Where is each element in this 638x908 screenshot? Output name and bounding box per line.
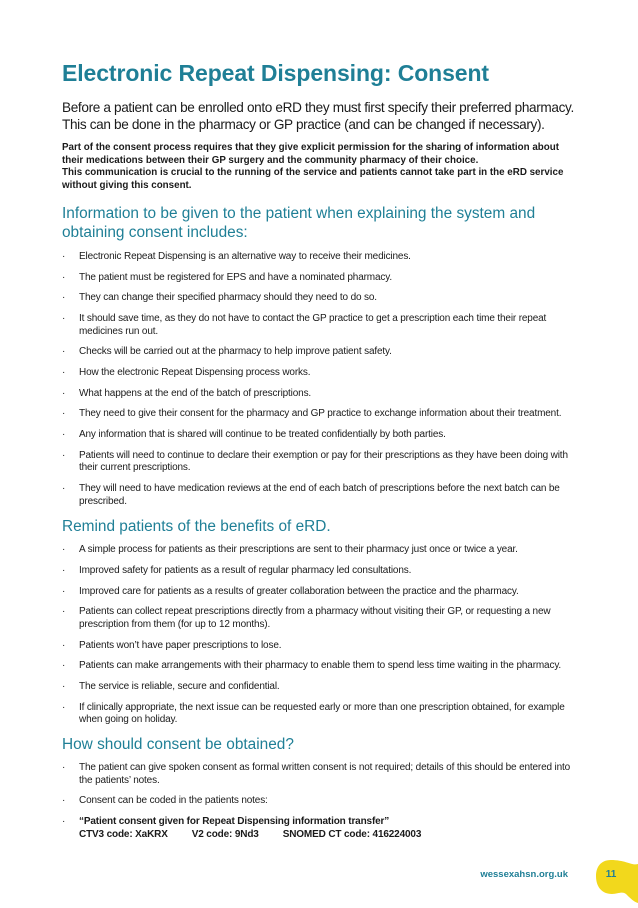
list-item-text: What happens at the end of the batch of prescriptions. bbox=[79, 387, 312, 399]
list-item-text: If clinically appropriate, the next issue can be requested early or more than one prescription obtained, for example when going on holiday. bbox=[79, 701, 565, 726]
list-item bbox=[62, 313, 578, 338]
bullet-dot: · bbox=[62, 815, 66, 827]
v2-code: V2 code: 9Nd3 bbox=[191, 828, 259, 840]
list-item-text: Patients will need to continue to declare their exemption or pay for their prescriptions as they have been doing with their current prescriptions. bbox=[79, 449, 568, 474]
intro-paragraph: Before a patient can be enrolled onto eRD they must first specify their preferred pharmacy. This can be done in the pharmacy or GP practice (and can be changed if necessary). bbox=[62, 100, 574, 132]
list-item bbox=[62, 795, 578, 808]
list-item-text: Patients can collect repeat prescriptions directly from a pharmacy without visiting their GP, or requesting a new prescription from them (for up to 12 months). bbox=[79, 606, 551, 630]
bullet-dot: · bbox=[62, 429, 66, 441]
list-item bbox=[62, 640, 578, 653]
information-list bbox=[62, 251, 578, 508]
list-item-text: The service is reliable, secure and confidential. bbox=[79, 680, 280, 692]
list-item-text: Improved safety for patients as a result of regular pharmacy led consultations. bbox=[79, 564, 412, 576]
bullet-dot: · bbox=[62, 271, 66, 283]
list-item-text: Electronic Repeat Dispensing is an alternative way to receive their medicines. bbox=[79, 251, 411, 262]
list-item bbox=[62, 586, 578, 599]
list-item bbox=[62, 681, 578, 694]
list-item bbox=[62, 702, 578, 727]
bullet-dot: · bbox=[62, 367, 66, 379]
list-item bbox=[62, 367, 578, 380]
bullet-dot: · bbox=[62, 680, 66, 692]
list-item-text: It should save time, as they do not have to contact the GP practice to get a prescription each time their repeat medicines run out. bbox=[79, 313, 547, 337]
list-item bbox=[62, 388, 578, 401]
bullet-dot: · bbox=[62, 606, 66, 618]
list-item-text: They can change their specified pharmacy should they need to do so. bbox=[79, 292, 377, 304]
footer-website-link[interactable]: wessexahsn.org.uk bbox=[480, 869, 568, 880]
bullet-dot: · bbox=[62, 585, 66, 597]
list-item-text: They need to give their consent for the pharmacy and GP practice to exchange information about their treatment. bbox=[79, 408, 562, 420]
list-item bbox=[62, 565, 578, 578]
list-item-text: Any information that is shared will continue to be treated confidentially by both parties. bbox=[79, 429, 446, 441]
page-number: 11 bbox=[605, 869, 617, 880]
snomed-code: SNOMED CT code: 416224003 bbox=[282, 828, 422, 840]
bullet-dot: · bbox=[62, 346, 66, 358]
list-item bbox=[62, 762, 578, 787]
list-item bbox=[62, 606, 578, 631]
bullet-dot: · bbox=[62, 795, 66, 807]
badge-shape-icon bbox=[596, 858, 638, 903]
ctv3-code: CTV3 code: XaKRX bbox=[79, 828, 168, 840]
bullet-dot: · bbox=[62, 387, 66, 399]
list-item bbox=[62, 272, 578, 285]
list-item-text: Checks will be carried out at the pharmacy to help improve patient safety. bbox=[79, 346, 392, 358]
list-item-text: A simple process for patients as their prescriptions are sent to their pharmacy just once or twice a year. bbox=[79, 544, 518, 556]
consent-note-line2: This communication is crucial to the running of the service and patients cannot take part in the eRD service without giving this consent. bbox=[62, 167, 564, 191]
page-number-badge bbox=[596, 858, 638, 903]
list-item-text: Patients can make arrangements with their pharmacy to enable them to spend less time waiting in the pharmacy. bbox=[79, 660, 562, 672]
list-item bbox=[62, 660, 578, 673]
bullet-dot: · bbox=[62, 544, 66, 556]
list-item bbox=[62, 450, 578, 475]
list-item bbox=[62, 429, 578, 442]
document-page bbox=[62, 58, 578, 849]
consent-list bbox=[62, 762, 578, 841]
section-heading-consent: How should consent be obtained? bbox=[62, 735, 294, 753]
bullet-dot: · bbox=[62, 701, 66, 713]
consent-note bbox=[62, 142, 578, 192]
section-heading-benefits: Remind patients of the benefits of eRD. bbox=[62, 518, 331, 536]
bullet-dot: · bbox=[62, 483, 66, 495]
list-item bbox=[62, 346, 578, 359]
benefits-list bbox=[62, 544, 578, 727]
list-item bbox=[62, 251, 578, 264]
bullet-dot: · bbox=[62, 639, 66, 651]
bullet-dot: · bbox=[62, 408, 66, 420]
list-item bbox=[62, 292, 578, 305]
bullet-dot: · bbox=[62, 313, 66, 325]
bullet-dot: · bbox=[62, 660, 66, 672]
consent-code-item bbox=[62, 816, 578, 841]
bullet-dot: · bbox=[62, 292, 66, 304]
list-item-text: The patient must be registered for EPS and have a nominated pharmacy. bbox=[79, 271, 392, 283]
list-item-text: The patient can give spoken consent as formal written consent is not required; details of this should be entered into the patients’ notes. bbox=[79, 761, 571, 786]
bullet-dot: · bbox=[62, 564, 66, 576]
list-item-text: They will need to have medication reviews at the end of each batch of prescriptions before the next batch can be prescribed. bbox=[79, 483, 560, 507]
list-item-text: How the electronic Repeat Dispensing process works. bbox=[79, 367, 311, 379]
consent-codes bbox=[79, 829, 421, 840]
list-item-text: Patients won’t have paper prescriptions to lose. bbox=[79, 639, 282, 651]
list-item-text: Improved care for patients as a results of greater collaboration between the practice and the pharmacy. bbox=[79, 585, 519, 597]
consent-code-quote: “Patient consent given for Repeat Dispensing information transfer” bbox=[79, 815, 390, 827]
list-item bbox=[62, 408, 578, 421]
list-item-text: Consent can be coded in the patients notes: bbox=[79, 795, 268, 807]
section-heading-information: Information to be given to the patient when explaining the system and obtaining consent includes: bbox=[62, 205, 536, 241]
list-item bbox=[62, 544, 578, 557]
consent-note-line1: Part of the consent process requires that they give explicit permission for the sharing of information about their medications between their GP surgery and the community pharmacy of their choice. bbox=[62, 142, 560, 166]
bullet-dot: · bbox=[62, 251, 66, 262]
page-title: Electronic Repeat Dispensing: Consent bbox=[62, 60, 489, 86]
bullet-dot: · bbox=[62, 449, 66, 461]
bullet-dot: · bbox=[62, 761, 66, 773]
list-item bbox=[62, 483, 578, 508]
